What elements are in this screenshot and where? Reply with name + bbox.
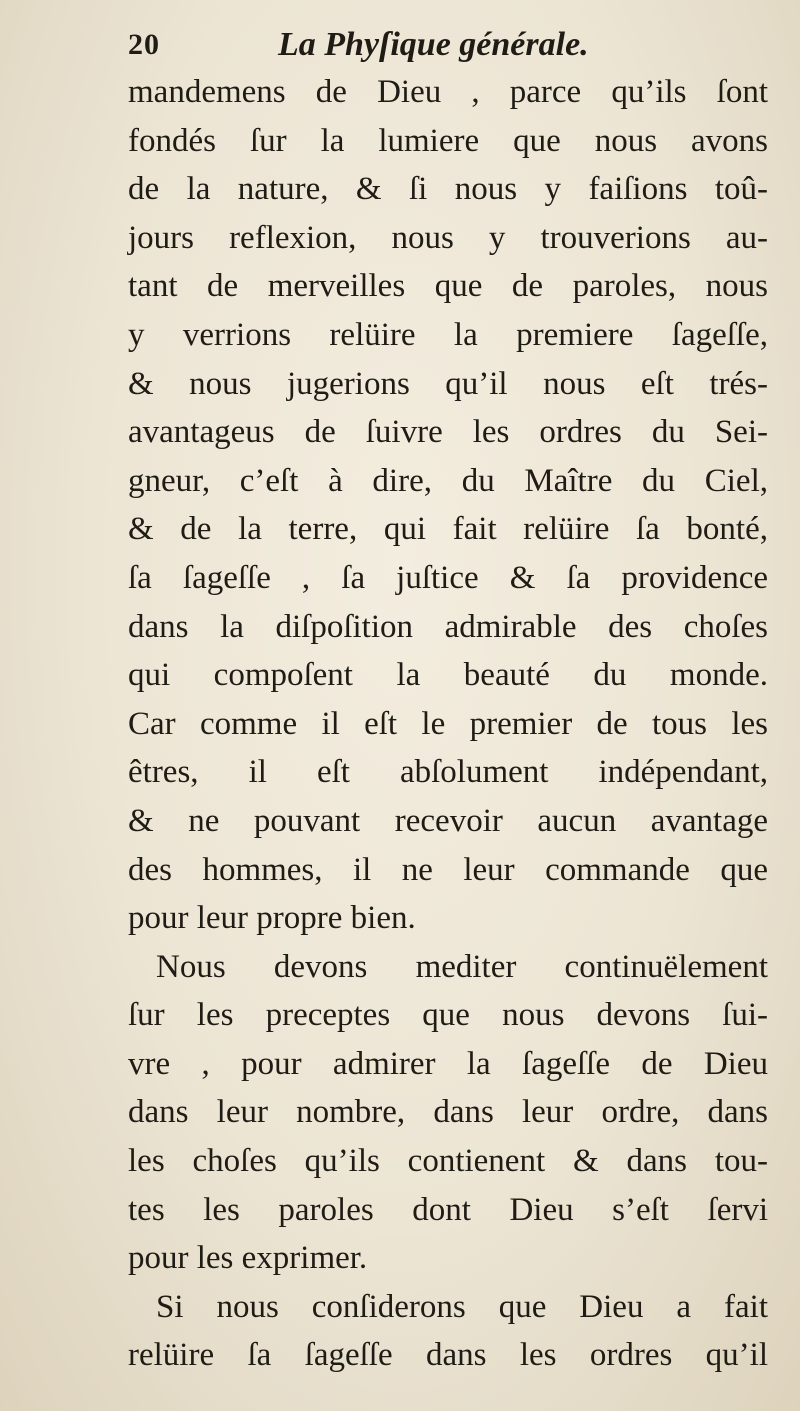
text-line: de la nature, & ſi nous y faiſions toû- [128, 171, 768, 208]
text-line: gneur, c’eſt à dire, du Maître du Ciel, [128, 462, 768, 499]
text-line: y verrions relüire la premiere ſageſſe, [128, 316, 768, 353]
text-line: tes les paroles dont Dieu s’eſt ſervi [128, 1191, 768, 1228]
text-line: & nous jugerions qu’il nous eſt trés- [128, 365, 768, 402]
body-text [128, 68, 768, 1380]
text-line: mandemens de Dieu , parce qu’ils ſont [128, 74, 768, 110]
text-line: Si nous conſiderons que Dieu a fait [156, 1288, 768, 1325]
text-line: pour les exprimer. [128, 1240, 368, 1277]
running-title: La Phyſique générale. [278, 26, 589, 63]
text-line: avantageus de ſuivre les ordres du Sei- [128, 414, 768, 451]
text-line: & de la terre, qui fait relüire ſa bonté, [128, 511, 768, 548]
text-line: dans leur nombre, dans leur ordre, dans [128, 1094, 768, 1131]
text-line: fondés ſur la lumiere que nous avons [128, 122, 768, 159]
text-line: relüire ſa ſageſſe dans les ordres qu’il [128, 1337, 768, 1374]
text-line: & ne pouvant recevoir aucun avantage [128, 802, 768, 839]
text-line: jours reflexion, nous y trouverions au- [128, 219, 768, 256]
text-line: vre , pour admirer la ſageſſe de Dieu [128, 1045, 768, 1082]
text-line: ſa ſageſſe , ſa juſtice & ſa providence [128, 559, 768, 596]
running-head [128, 26, 748, 66]
text-line: ſur les preceptes que nous devons ſui- [128, 997, 768, 1034]
text-line: Car comme il eſt le premier de tous les [128, 705, 768, 742]
page-number: 20 [128, 28, 160, 61]
text-line: pour leur propre bien. [128, 900, 416, 937]
text-line: êtres, il eſt abſolument indépendant, [128, 754, 768, 791]
text-line: dans la diſpoſition admirable des choſes [128, 608, 768, 645]
text-line: tant de merveilles que de paroles, nous [128, 268, 768, 305]
text-line: Nous devons mediter continuëlement [156, 948, 768, 985]
text-line: les choſes qu’ils contienent & dans tou- [128, 1143, 768, 1180]
text-line: qui compoſent la beauté du monde. [128, 657, 768, 694]
text-line: des hommes, il ne leur commande que [128, 851, 768, 888]
